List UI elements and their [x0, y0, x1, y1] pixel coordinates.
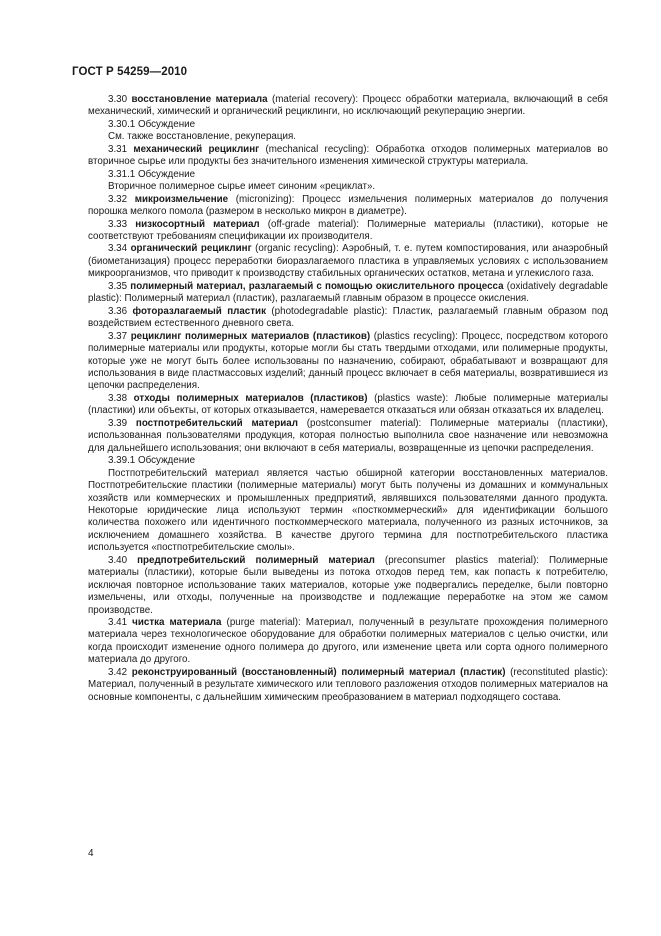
paragraph: 3.39 постпотребительский материал (postconsumer material): Полимерные материалы (пластики), использованная пользователями продукция, которая полностью выполнила свое назначение или невозможна для дальнейшего использования; они включают в себя материалы, возвращенные из цепочки распределения.: [88, 417, 608, 454]
paragraph: 3.39.1 Обсуждение: [108, 455, 196, 467]
paragraph: 3.38 отходы полимерных материалов (пластиков) (plastics waste): Любые полимерные материалы (пластики) или объекты, от которых отказывается, намеревается отказаться или обязан отказаться их владелец.: [88, 392, 608, 417]
page-number: 4: [88, 848, 94, 859]
paragraph: 3.37 рециклинг полимерных материалов (пластиков) (plastics recycling): Процесс, посредством которого полимерные материалы или продукты, которые могли бы стать твердыми отходами, или полимерные продукты, которые уже не могут быть более использованы по назначению, собирают, обрабатывают и возвращают для использования в виде пластмассовых изделий; данный процесс включает в себя материалы, возвратившиеся из цепочки распределения.: [88, 330, 608, 392]
document-body: [88, 94, 608, 704]
paragraph: 3.33 низкосортный материал (off-grade material): Полимерные материалы (пластики), которые не соответствуют требованиям спецификации их производителя.: [88, 218, 608, 242]
paragraph: 3.31 механический рециклинг (mechanical recycling): Обработка отходов полимерных материалов во вторичное сырье или продукты без значительного изменения химической структуры материала.: [88, 143, 608, 168]
paragraph: 3.36 фоторазлагаемый пластик (photodegradable plastic): Пластик, разлагаемый главным образом под воздействием естественного дневного света.: [88, 305, 608, 330]
document-header: ГОСТ Р 54259—2010: [72, 66, 188, 78]
paragraph: 3.30.1 Обсуждение: [108, 118, 196, 130]
paragraph: 3.41 чистка материала (purge material): Материал, полученный в результате прохождения полимерного материала через технологическое оборудование для обработки полимерных материалов с целью очистки, или когда происходит изменение одного полимера до другого, или изменение цвета или сорта одного полимерного материала до другого.: [88, 617, 608, 666]
paragraph: См. также восстановление, рекуперация.: [108, 131, 296, 143]
paragraph: 3.32 микроизмельчение (micronizing): Процесс измельчения полимерных материалов до получения порошка мелкого помола (размером в несколько микрон в диаметре).: [88, 193, 608, 218]
paragraph: 3.35 полимерный материал, разлагаемый с помощью окислительного процесса (oxidatively degradable plastic): Полимерный материал (пластик), разлагаемый главным образом в процессе окисления.: [88, 280, 608, 305]
paragraph: 3.30 восстановление материала (material recovery): Процесс обработки материала, включающий в себя механический, химический и органический рециклинги, но исключающий рекуперацию энергии.: [88, 94, 608, 118]
paragraph: 3.34 органический рециклинг (organic recycling): Аэробный, т. е. путем компостирования, или анаэробный (биометанизация) процесс переработки биоразлагаемого пластика в управляемых условиях с использованием микроорганизмов, что приводит к производству стабильных органических остатков, метана и углекислого газа.: [88, 243, 608, 280]
paragraph: Постпотребительский материал является частью обширной категории восстановленных материалов. Постпотребительские пластики (полимерные материалы) могут быть получены из домашних и коммунальных хозяйств или коммерческих и промышленных предприятий, являвшихся пользователями данного продукта. Некоторые юридические лица используют термин «посткоммерческий» для идентификации большого количества похожего или идентичного посткоммерческого материала, полученного из разных источников, за исключением домашнего хозяйства. В качестве другого термина для постпотребительского пластика используется «постпотребительские смолы».: [88, 467, 608, 554]
paragraph: 3.42 реконструированный (восстановленный) полимерный материал (пластик) (reconstituted plastic): Материал, полученный в результате химического или теплового разложения отходов полимерных материалов на основные компоненты, с дальнейшим химическим преобразованием в материал подходящего состава.: [88, 666, 608, 703]
paragraph: 3.40 предпотребительский полимерный материал (preconsumer plastics material): Полимерные материалы (пластики), которые были выведены из потока отходов перед тем, как попасть к потребителю, исключая повторное использование таких материалов, которые уже подвергались переделке, были повторно измельчены, или отходы, полученные на производстве и подлежащие переработке на этом же самом производстве.: [88, 554, 608, 616]
paragraph: 3.31.1 Обсуждение: [108, 168, 196, 180]
paragraph: Вторичное полимерное сырье имеет синоним «рециклат».: [108, 181, 376, 193]
